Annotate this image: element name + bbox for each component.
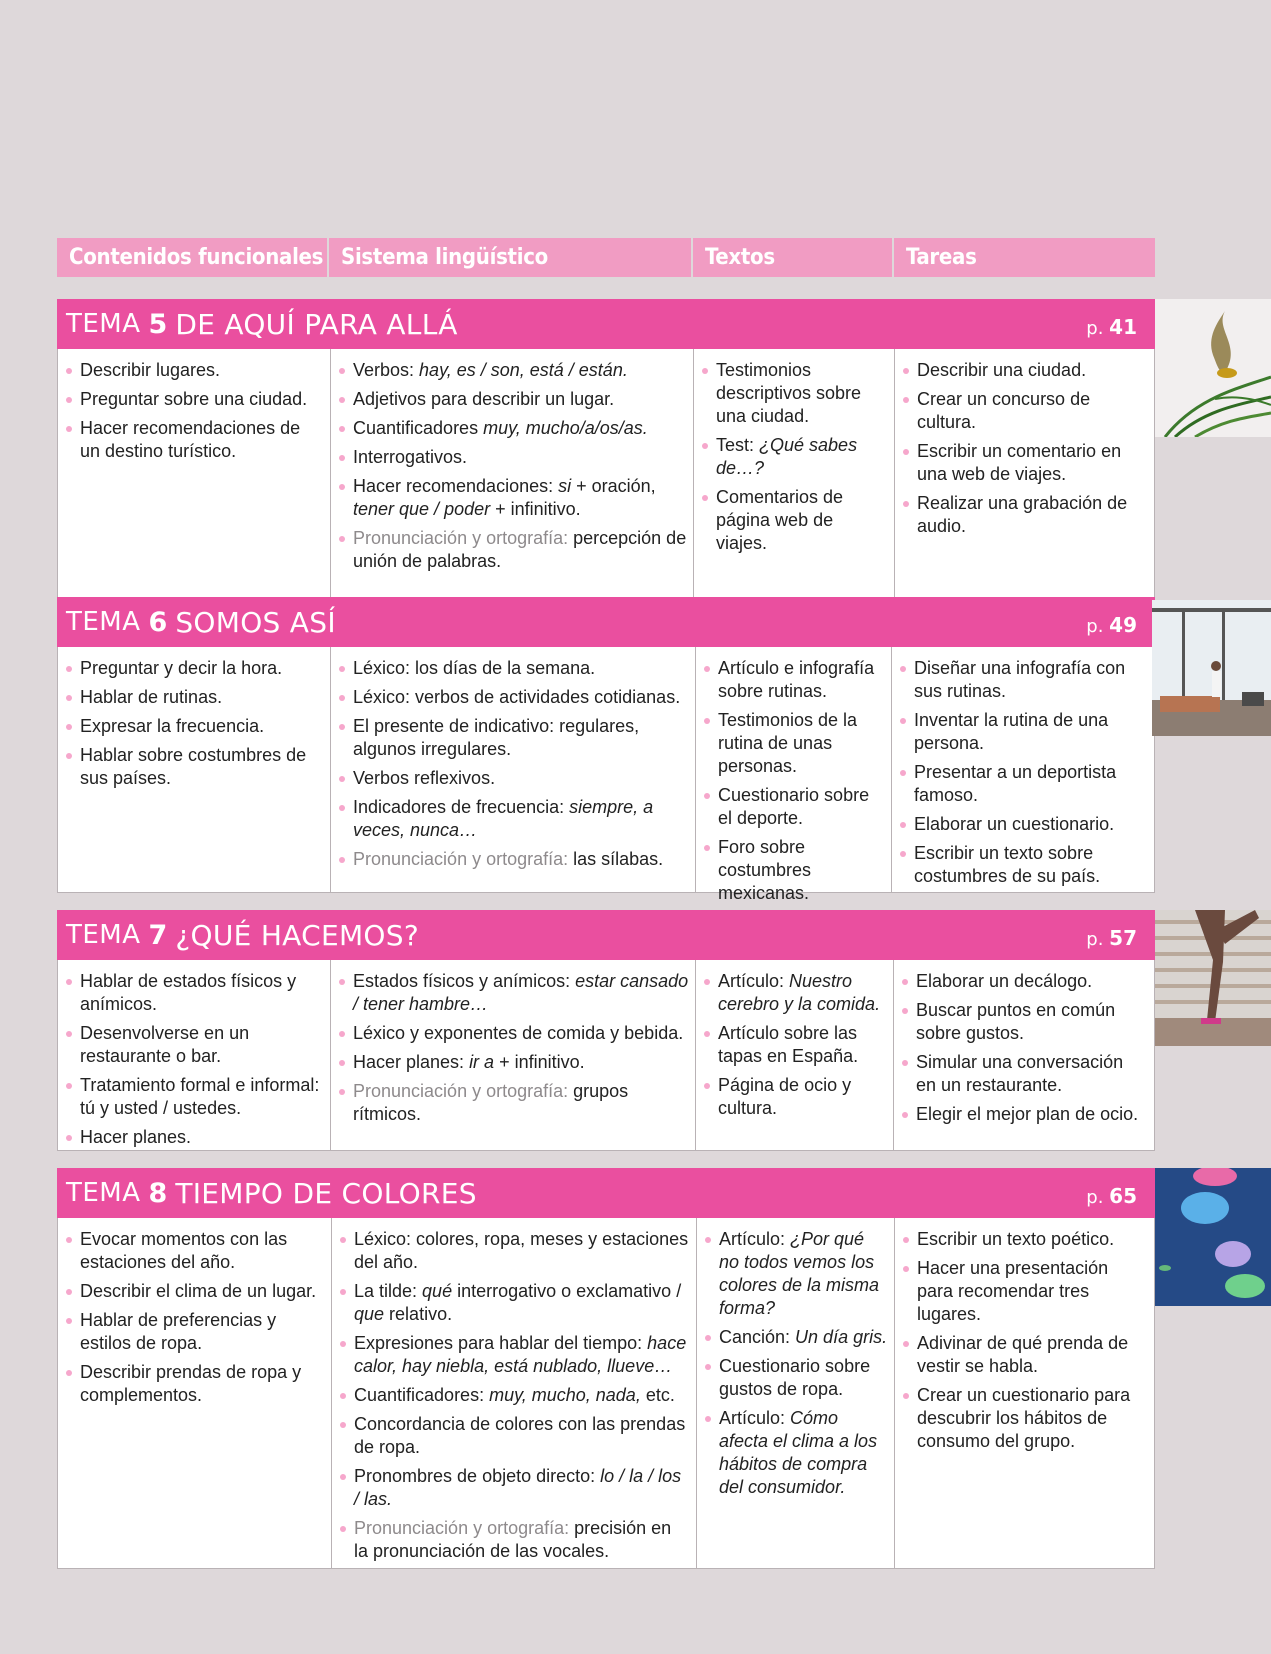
list-item: Preguntar sobre una ciudad. xyxy=(64,388,324,411)
tema-page-ref: p. 65 xyxy=(1086,1184,1137,1208)
bullet-list xyxy=(64,359,324,463)
item-text: Artículo: xyxy=(719,1229,791,1249)
col-linguistico xyxy=(331,349,694,629)
col-textos xyxy=(696,647,892,903)
header-textos: Textos xyxy=(693,238,894,277)
list-item: Crear un cuestionario para descubrir los hábitos de consumo del grupo. xyxy=(901,1384,1148,1453)
col-tareas xyxy=(895,1218,1154,1568)
item-text: Verbos reflexivos. xyxy=(353,768,496,788)
col-tareas xyxy=(895,349,1154,629)
list-item: Simular una conversación en un restaurante. xyxy=(900,1051,1148,1097)
header-contenidos-funcionales: Contenidos funcionales xyxy=(57,238,329,277)
bullet-list xyxy=(338,1228,690,1563)
italic-text: estar cansado / tener hambre… xyxy=(353,971,689,1014)
list-item: Escribir un comentario en una web de viajes. xyxy=(901,440,1148,486)
list-item: Hablar sobre costumbres de sus países. xyxy=(64,744,324,790)
col-linguistico xyxy=(332,1218,697,1568)
bullet-list xyxy=(702,657,885,905)
list-item: Elaborar un decálogo. xyxy=(900,970,1148,993)
tema-8-title-bar xyxy=(57,1168,1155,1218)
tema-6-content xyxy=(57,647,1155,903)
pronunciation-label: Pronunciación y ortografía: xyxy=(354,1518,570,1538)
italic-text: ¿Qué sabes de…? xyxy=(716,435,858,478)
italic-text: Cómo afecta el clima a los hábitos de compra del consumidor. xyxy=(719,1408,878,1497)
list-item: Escribir un texto sobre costumbres de su país. xyxy=(898,842,1148,888)
tema-page-ref: p. 57 xyxy=(1086,926,1137,950)
col-linguistico xyxy=(331,960,696,1150)
list-item xyxy=(338,1384,690,1407)
list-item: Desenvolverse en un restaurante o bar. xyxy=(64,1022,324,1068)
umbrellas-photo xyxy=(1155,1168,1271,1306)
item-text: + infinitivo. xyxy=(494,1052,585,1072)
list-item xyxy=(337,848,689,871)
tema-number: 7 xyxy=(148,919,168,951)
italic-text: muy, mucho, nada, xyxy=(489,1385,641,1405)
item-text: Artículo e infografía sobre rutinas. xyxy=(718,658,875,701)
item-text: Verbos: xyxy=(353,360,420,380)
header-tareas: Tareas xyxy=(894,238,1155,277)
tema-6-title-bar xyxy=(57,597,1155,647)
tema-5-section xyxy=(57,299,1155,630)
item-text: + oración, xyxy=(571,476,656,496)
item-text: Artículo: xyxy=(718,971,790,991)
tema-number: 6 xyxy=(148,606,168,638)
list-item xyxy=(337,1080,689,1126)
item-text: precisión en la pronunciación de las vocales. xyxy=(354,1518,672,1561)
list-item: Hacer una presentación para recomendar tres lugares. xyxy=(901,1257,1148,1326)
list-item xyxy=(700,486,888,555)
list-item xyxy=(337,796,689,842)
tema-label: TEMA xyxy=(66,309,141,339)
col-funcionales xyxy=(58,647,331,892)
item-text: Canción: xyxy=(719,1327,796,1347)
tema-title: TIEMPO DE COLORES xyxy=(175,1176,477,1210)
bullet-list xyxy=(898,657,1148,888)
item-text: Estados físicos y anímicos: xyxy=(353,971,576,991)
list-item xyxy=(338,1465,690,1511)
tema-title: SOMOS ASÍ xyxy=(175,605,336,639)
list-item xyxy=(703,1407,888,1499)
bullet-list xyxy=(337,970,689,1126)
bullet-list xyxy=(901,1228,1148,1453)
list-item: Elegir el mejor plan de ocio. xyxy=(900,1103,1148,1126)
tema-page-ref: p. 49 xyxy=(1086,613,1137,637)
item-text: Test: xyxy=(716,435,760,455)
list-item: Tratamiento formal e informal: tú y usted / ustedes. xyxy=(64,1074,324,1120)
list-item xyxy=(337,446,687,469)
item-text: Indicadores de frecuencia: xyxy=(353,797,570,817)
list-item: Presentar a un deportista famoso. xyxy=(898,761,1148,807)
bullet-list xyxy=(64,1228,325,1407)
list-item xyxy=(337,527,687,573)
list-item xyxy=(338,1413,690,1459)
list-item xyxy=(703,1355,888,1401)
item-text: etc. xyxy=(640,1385,675,1405)
tema-8-section xyxy=(57,1168,1155,1569)
item-text: Testimonios descriptivos sobre una ciudad. xyxy=(716,360,862,426)
item-text: Testimonios de la rutina de unas personas. xyxy=(718,710,858,776)
list-item: Escribir un texto poético. xyxy=(901,1228,1148,1251)
tema-number: 8 xyxy=(148,1177,168,1209)
list-item xyxy=(703,1326,888,1349)
list-item xyxy=(702,784,885,830)
bullet-list xyxy=(901,359,1148,538)
list-item xyxy=(702,709,885,778)
item-text: Cuantificadores: xyxy=(354,1385,490,1405)
list-item xyxy=(338,1332,690,1378)
list-item: Hablar de rutinas. xyxy=(64,686,324,709)
item-text: Léxico: colores, ropa, meses y estaciones del año. xyxy=(354,1229,689,1272)
item-text: Adjetivos para describir un lugar. xyxy=(353,389,615,409)
bullet-list xyxy=(702,970,887,1120)
italic-text: si xyxy=(558,476,572,496)
item-text: relativo. xyxy=(384,1304,453,1324)
list-item: Inventar la rutina de una persona. xyxy=(898,709,1148,755)
item-text: Concordancia de colores con las prendas de ropa. xyxy=(354,1414,686,1457)
italic-text: ¿Por qué no todos vemos los colores de la misma forma? xyxy=(719,1229,880,1318)
list-item: Buscar puntos en común sobre gustos. xyxy=(900,999,1148,1045)
tema-8-content xyxy=(57,1218,1155,1569)
italic-text: Un día gris. xyxy=(795,1327,888,1347)
plant-photo xyxy=(1155,299,1271,437)
list-item xyxy=(703,1228,888,1320)
item-text: Hacer planes: xyxy=(353,1052,470,1072)
italic-text: que xyxy=(354,1304,385,1324)
list-item xyxy=(337,715,689,761)
list-item xyxy=(702,1074,887,1120)
bullet-list xyxy=(700,359,888,555)
tema-page-ref: p. 41 xyxy=(1086,315,1137,339)
item-text: Léxico: verbos de actividades cotidianas. xyxy=(353,687,681,707)
list-item xyxy=(337,417,687,440)
item-text: percepción de unión de palabras. xyxy=(353,528,687,571)
item-text: Léxico y exponentes de comida y bebida. xyxy=(353,1023,684,1043)
tema-title: ¿QUÉ HACEMOS? xyxy=(175,918,420,952)
tema-number: 5 xyxy=(148,308,168,340)
italic-text: hay, es / son, está / están. xyxy=(419,360,628,380)
item-text: Cuestionario sobre gustos de ropa. xyxy=(719,1356,871,1399)
list-item: Hablar de preferencias y estilos de ropa. xyxy=(64,1309,325,1355)
tema-label: TEMA xyxy=(66,920,141,950)
list-item: Adivinar de qué prenda de vestir se habla. xyxy=(901,1332,1148,1378)
item-text: Página de ocio y cultura. xyxy=(718,1075,852,1118)
item-text: las sílabas. xyxy=(568,849,664,869)
tema-7-content xyxy=(57,960,1155,1151)
bullet-list xyxy=(900,970,1148,1126)
list-item: Realizar una grabación de audio. xyxy=(901,492,1148,538)
item-text: interrogativo o exclamativo / xyxy=(452,1281,682,1301)
list-item: Preguntar y decir la hora. xyxy=(64,657,324,680)
pronunciation-label: Pronunciación y ortografía: xyxy=(353,528,569,548)
item-text: Léxico: los días de la semana. xyxy=(353,658,596,678)
tema-label: TEMA xyxy=(66,607,141,637)
column-header-row xyxy=(57,238,1155,277)
tema-6-section xyxy=(57,597,1155,903)
item-text: Artículo: xyxy=(719,1408,791,1428)
list-item xyxy=(338,1228,690,1274)
list-item: Hacer planes. xyxy=(64,1126,324,1149)
tema-7-section xyxy=(57,910,1155,1151)
list-item: Expresar la frecuencia. xyxy=(64,715,324,738)
tema-5-title-bar xyxy=(57,299,1155,349)
tema-label: TEMA xyxy=(66,1178,141,1208)
list-item: Describir lugares. xyxy=(64,359,324,382)
list-item xyxy=(338,1280,690,1326)
item-text: Interrogativos. xyxy=(353,447,468,467)
italic-text: muy, mucho/a/os/as. xyxy=(483,418,648,438)
item-text: Artículo sobre las tapas en España. xyxy=(718,1023,859,1066)
list-item: Hablar de estados físicos y anímicos. xyxy=(64,970,324,1016)
list-item xyxy=(337,388,687,411)
col-funcionales xyxy=(58,349,331,629)
list-item: Describir el clima de un lugar. xyxy=(64,1280,325,1303)
italic-text: tener que / poder xyxy=(353,499,491,519)
list-item xyxy=(337,1022,689,1045)
col-textos xyxy=(694,349,895,629)
italic-text: qué xyxy=(422,1281,453,1301)
item-text: + infinitivo. xyxy=(490,499,581,519)
item-text: Foro sobre costumbres mexicanas. xyxy=(718,837,812,903)
col-textos xyxy=(696,960,894,1150)
col-tareas xyxy=(892,647,1154,892)
list-item: Diseñar una infografía con sus rutinas. xyxy=(898,657,1148,703)
item-text: Expresiones para hablar del tiempo: xyxy=(354,1333,648,1353)
italic-text: lo / la / los / las. xyxy=(354,1466,682,1509)
list-item: Describir prendas de ropa y complementos. xyxy=(64,1361,325,1407)
tema-7-title-bar xyxy=(57,910,1155,960)
list-item xyxy=(702,970,887,1016)
col-textos xyxy=(697,1218,895,1568)
item-text: Cuestionario sobre el deporte. xyxy=(718,785,870,828)
bullet-list xyxy=(337,359,687,573)
list-item xyxy=(337,970,689,1016)
italic-text: hace calor, hay niebla, está nublado, llueve… xyxy=(354,1333,687,1376)
bullet-list xyxy=(337,657,689,871)
col-tareas xyxy=(894,960,1154,1150)
list-item xyxy=(702,1022,887,1068)
list-item: Crear un concurso de cultura. xyxy=(901,388,1148,434)
bullet-list xyxy=(64,657,324,790)
list-item xyxy=(338,1517,690,1563)
list-item xyxy=(702,657,885,703)
list-item: Evocar momentos con las estaciones del año. xyxy=(64,1228,325,1274)
item-text: Hacer recomendaciones: xyxy=(353,476,559,496)
bullet-list xyxy=(703,1228,888,1499)
list-item xyxy=(700,359,888,428)
living-room-photo xyxy=(1152,600,1271,736)
item-text: Pronombres de objeto directo: xyxy=(354,1466,601,1486)
list-item xyxy=(337,1051,689,1074)
list-item xyxy=(337,767,689,790)
list-item: Describir una ciudad. xyxy=(901,359,1148,382)
item-text: Cuantificadores xyxy=(353,418,484,438)
item-text: La tilde: xyxy=(354,1281,423,1301)
col-funcionales xyxy=(58,960,331,1150)
tema-5-content xyxy=(57,349,1155,630)
list-item: Hacer recomendaciones de un destino turístico. xyxy=(64,417,324,463)
item-text: grupos rítmicos. xyxy=(353,1081,629,1124)
list-item xyxy=(337,686,689,709)
pronunciation-label: Pronunciación y ortografía: xyxy=(353,1081,569,1101)
list-item xyxy=(337,657,689,680)
list-item xyxy=(700,434,888,480)
item-text: El presente de indicativo: regulares, algunos irregulares. xyxy=(353,716,640,759)
list-item xyxy=(337,475,687,521)
italic-text: siempre, a veces, nunca… xyxy=(353,797,654,840)
pronunciation-label: Pronunciación y ortografía: xyxy=(353,849,569,869)
list-item xyxy=(702,836,885,905)
header-sistema-linguistico: Sistema lingüístico xyxy=(329,238,693,277)
tema-title: DE AQUÍ PARA ALLÁ xyxy=(175,307,458,341)
italic-text: ir a xyxy=(469,1052,495,1072)
running-legs-photo xyxy=(1155,910,1271,1046)
item-text: Comentarios de página web de viajes. xyxy=(716,487,844,553)
bullet-list xyxy=(64,970,324,1149)
italic-text: Nuestro cerebro y la comida. xyxy=(718,971,881,1014)
list-item: Elaborar un cuestionario. xyxy=(898,813,1148,836)
list-item xyxy=(337,359,687,382)
col-linguistico xyxy=(331,647,696,892)
col-funcionales xyxy=(58,1218,332,1568)
